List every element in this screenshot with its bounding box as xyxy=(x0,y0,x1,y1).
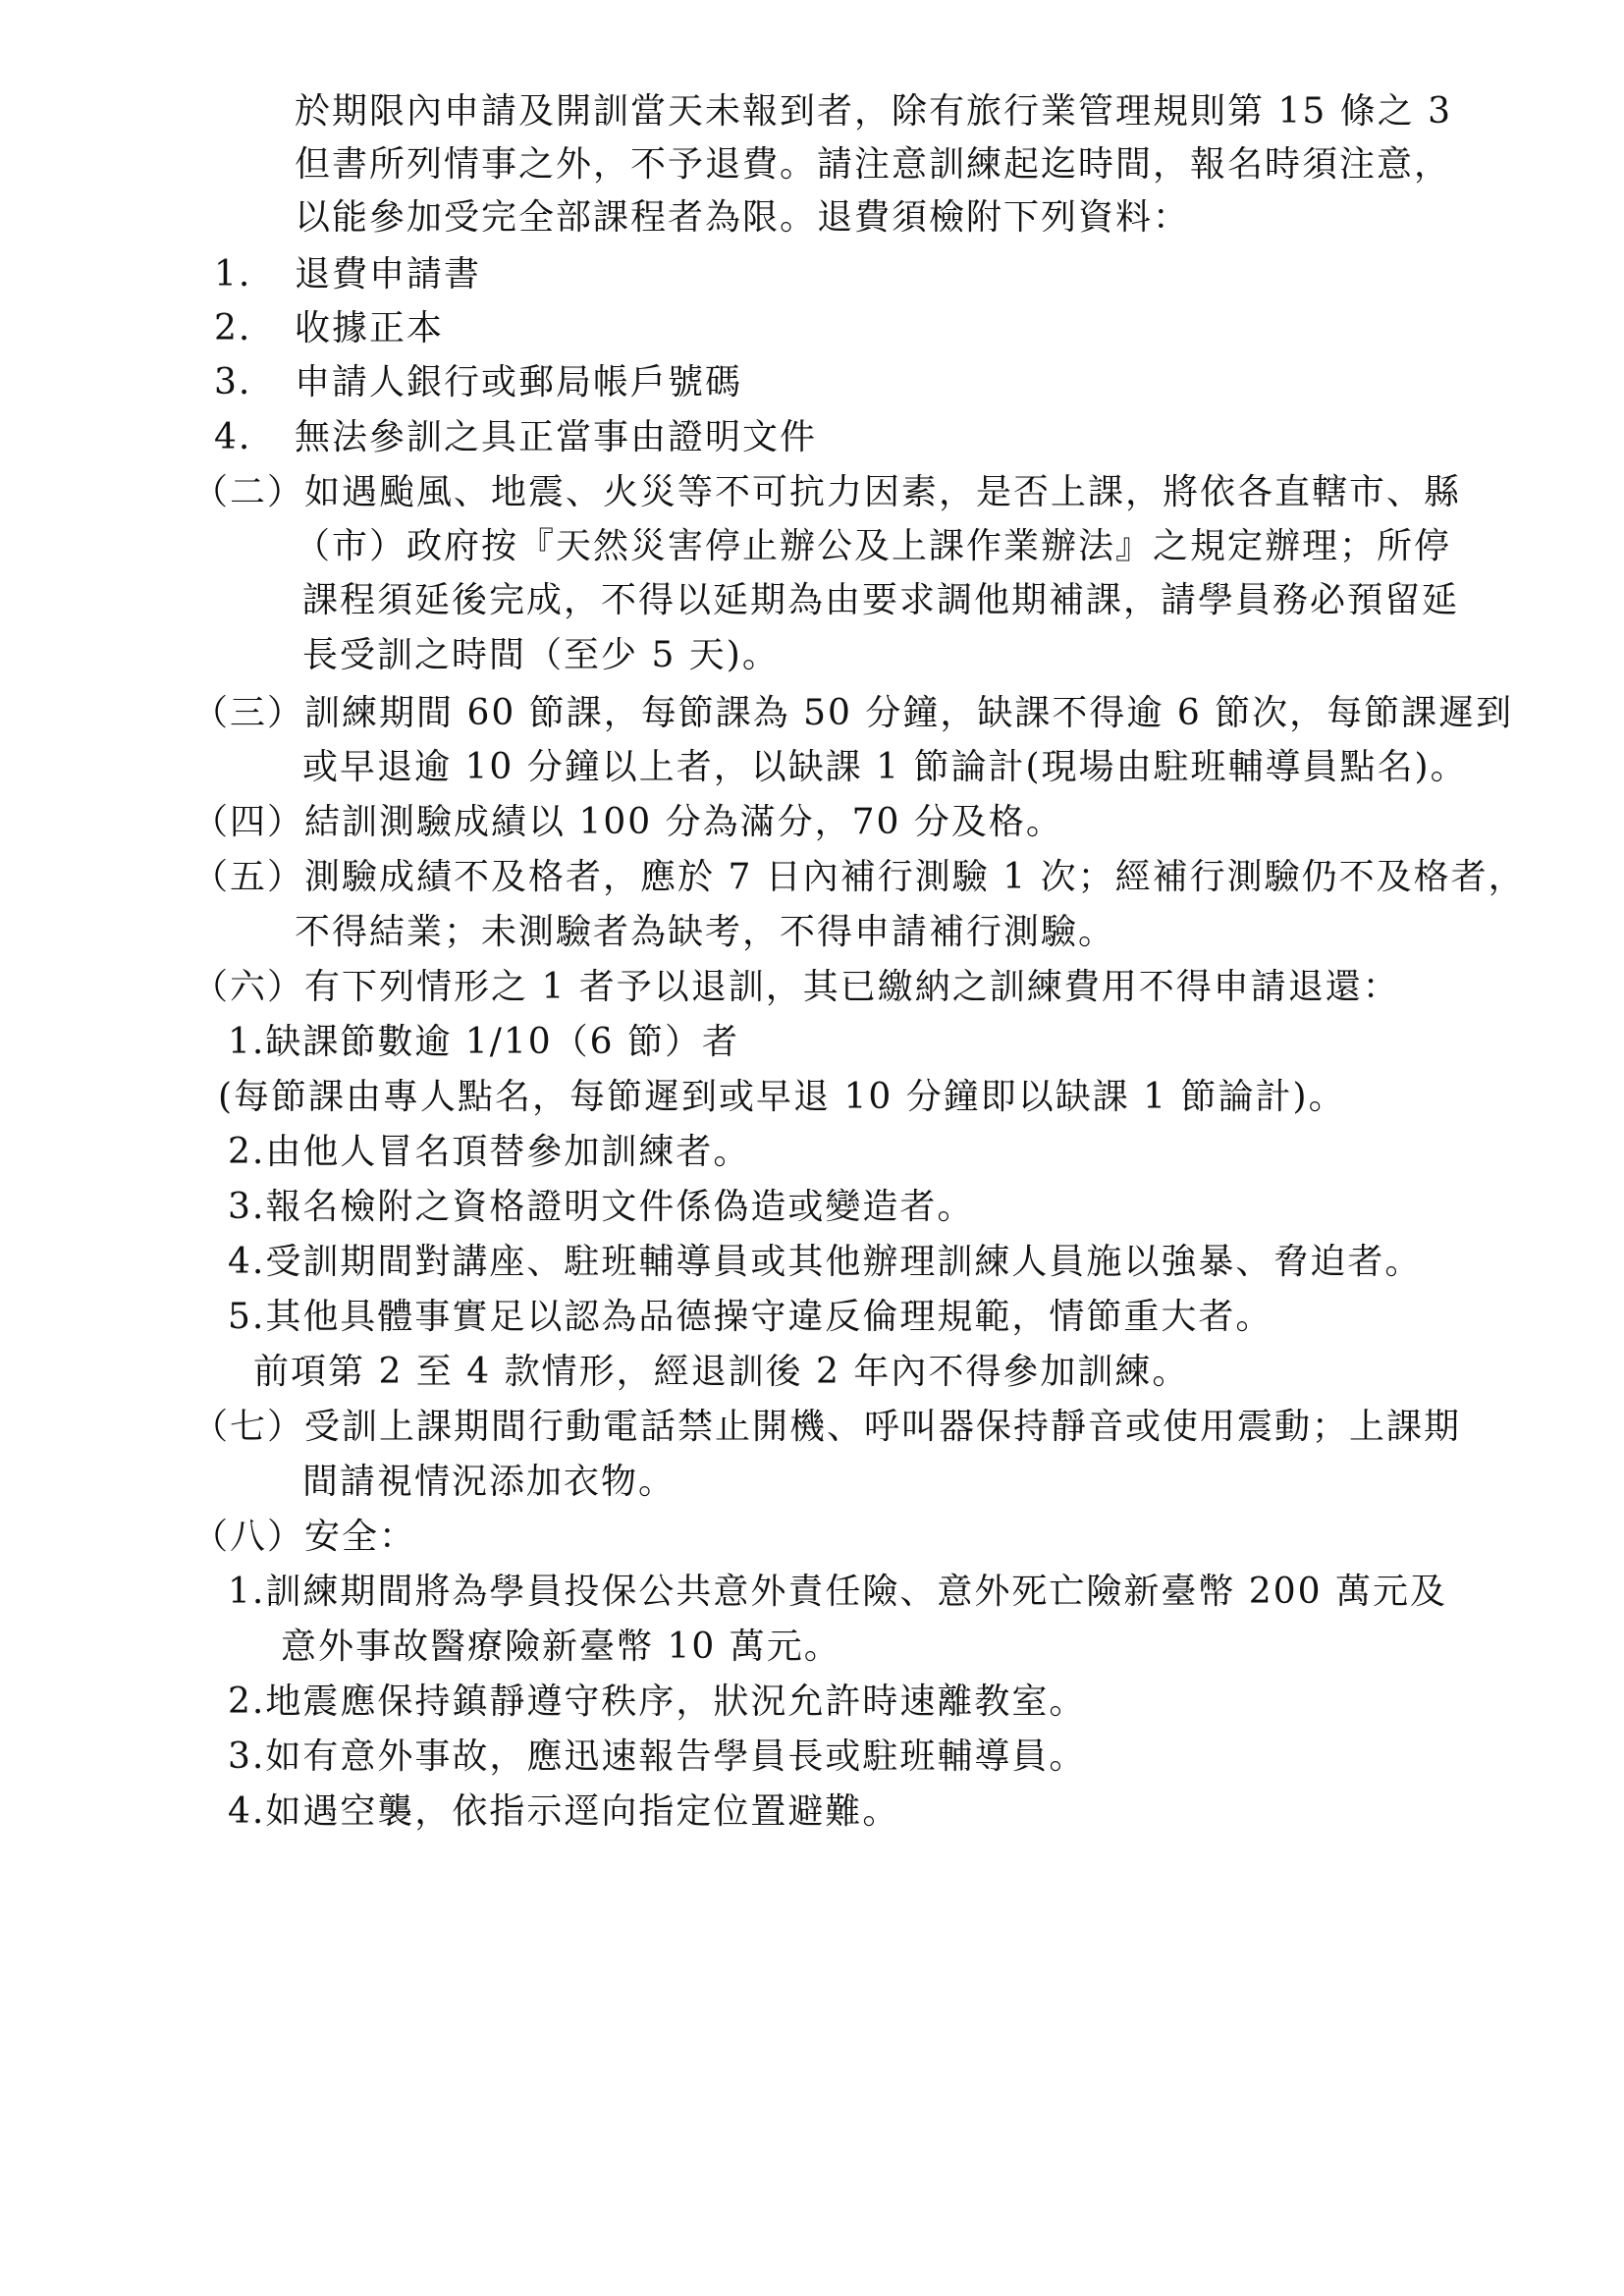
section-7-line-2: 間請視情況添加衣物。 xyxy=(302,1462,677,1502)
section-8-item-4: 4.如遇空襲，依指示逕向指定位置避難。 xyxy=(228,1791,900,1832)
refund-doc-number: 2. xyxy=(214,308,252,348)
refund-doc-text: 收據正本 xyxy=(295,308,445,348)
section-6-heading: （六）有下列情形之 1 者予以退訓，其已繳納之訓練費用不得申請退還： xyxy=(192,967,1400,1007)
section-8-item-3: 3.如有意外事故，應迅速報告學員長或駐班輔導員。 xyxy=(228,1736,1087,1777)
section-6-item-1: 1.缺課節數逾 1/10（6 節）者 xyxy=(228,1022,739,1062)
refund-doc-number: 3. xyxy=(214,362,252,402)
section-6-item-5: 5.其他具體事實足以認為品德操守違反倫理規範，情節重大者。 xyxy=(228,1297,1273,1337)
section-5-line-2: 不得結業；未測驗者為缺考，不得申請補行測驗。 xyxy=(295,912,1116,952)
section-7-line-1: （七）受訓上課期間行動電話禁止開機、呼叫器保持靜音或使用震動；上課期 xyxy=(192,1407,1462,1447)
section-6-item-1-note: (每節課由專人點名，每節遲到或早退 10 分鐘即以缺課 1 節論計)。 xyxy=(218,1077,1346,1117)
section-2-line-1: （二）如遇颱風、地震、火災等不可抗力因素，是否上課，將依各直轄市、縣 xyxy=(192,472,1462,512)
section-2-line-4: 長受訓之時間（至少 5 天)。 xyxy=(302,635,780,675)
refund-doc-text: 退費申請書 xyxy=(295,254,482,294)
refund-doc-text: 申請人銀行或郵局帳戶號碼 xyxy=(295,362,743,402)
section-8-item-1-line-1: 1.訓練期間將為學員投保公共意外責任險、意外死亡險新臺幣 200 萬元及 xyxy=(228,1572,1447,1612)
section-6-item-2: 2.由他人冒名頂替參加訓練者。 xyxy=(228,1132,751,1172)
refund-doc-text: 無法參訓之具正當事由證明文件 xyxy=(295,417,818,457)
section-2-line-2: （市）政府按『天然災害停止辦公及上課作業辦法』之規定辦理；所停 xyxy=(295,526,1452,566)
refund-doc-number: 1. xyxy=(214,254,252,294)
section-6-item-3: 3.報名檢附之資格證明文件係偽造或變造者。 xyxy=(228,1187,975,1227)
section-6-note: 前項第 2 至 4 款情形，經退訓後 2 年內不得參加訓練。 xyxy=(253,1352,1190,1392)
section-6-item-4: 4.受訓期間對講座、駐班輔導員或其他辦理訓練人員施以強暴、脅迫者。 xyxy=(228,1242,1423,1282)
intro-line-3: 以能參加受完全部課程者為限。退費須檢附下列資料： xyxy=(295,197,1191,238)
refund-doc-number: 4. xyxy=(214,417,252,457)
section-8-item-2: 2.地震應保持鎮靜遵守秩序，狀況允許時速離教室。 xyxy=(228,1682,1087,1722)
section-8-item-1-line-2: 意外事故醫療險新臺幣 10 萬元。 xyxy=(281,1627,841,1667)
section-3-line-2: 或早退逾 10 分鐘以上者，以缺課 1 節論計(現場由駐班輔導員點名)。 xyxy=(302,747,1468,787)
section-5-line-1: （五）測驗成績不及格者，應於 7 日內補行測驗 1 次；經補行測驗仍不及格者， xyxy=(192,857,1526,897)
section-3-line-1: （三）訓練期間 60 節課，每節課為 50 分鐘，缺課不得逾 6 節次，每節課遲到 xyxy=(192,693,1514,733)
section-8-heading: （八）安全： xyxy=(192,1517,417,1557)
section-4-line-1: （四）結訓測驗成績以 100 分為滿分，70 分及格。 xyxy=(192,802,1063,842)
section-2-line-3: 課程須延後完成，不得以延期為由要求調他期補課，請學員務必預留延 xyxy=(302,580,1460,620)
intro-line-1: 於期限內申請及開訓當天未報到者，除有旅行業管理規則第 15 條之 3 xyxy=(295,91,1453,132)
intro-line-2: 但書所列情事之外，不予退費。請注意訓練起迄時間，報名時須注意， xyxy=(295,144,1452,185)
